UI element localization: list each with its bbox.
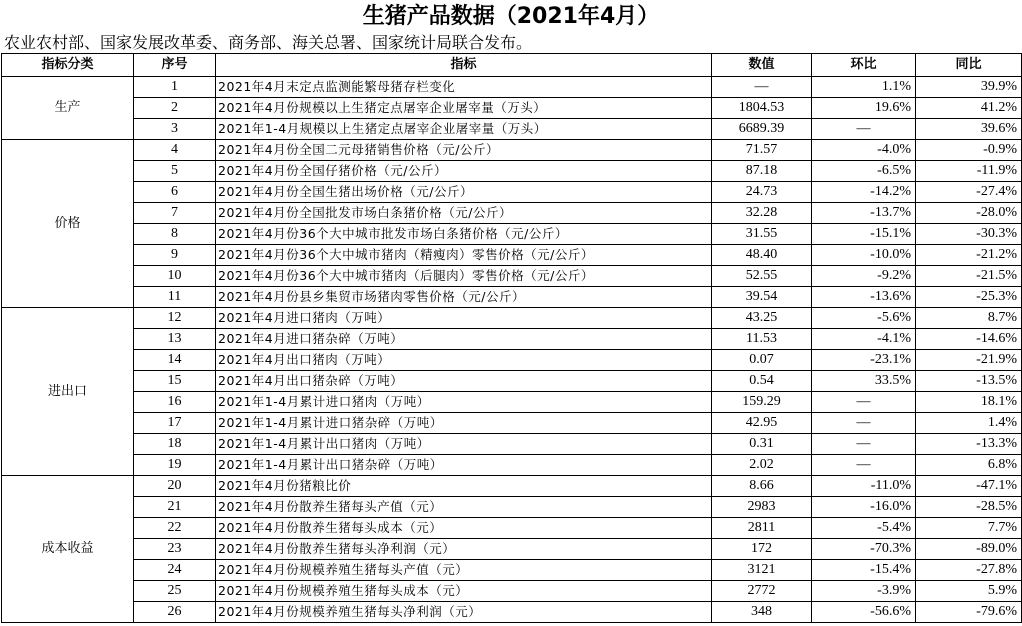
table-row — [2, 140, 1022, 161]
indicator-cell: 2021年1-4月累计出口猪肉（万吨） — [216, 434, 712, 455]
mom-cell: — — [812, 119, 916, 140]
mom-cell: -4.0% — [812, 140, 916, 161]
mom-cell: -5.6% — [812, 308, 916, 329]
seq-cell: 14 — [134, 350, 216, 371]
indicator-cell: 2021年4月份县乡集贸市场猪肉零售价格（元/公斤） — [216, 287, 712, 308]
seq-cell: 22 — [134, 518, 216, 539]
yoy-cell: 1.4% — [916, 413, 1022, 434]
indicator-cell: 2021年4月份规模养殖生猪每头成本（元） — [216, 581, 712, 602]
category-cell: 进出口 — [2, 308, 134, 476]
mom-cell: — — [812, 413, 916, 434]
indicator-cell: 2021年4月份36个大中城市批发市场白条猪价格（元/公斤） — [216, 224, 712, 245]
value-cell: 1804.53 — [712, 98, 812, 119]
indicator-cell: 2021年4月份全国生猪出场价格（元/公斤） — [216, 182, 712, 203]
indicator-cell: 2021年4月末定点监测能繁母猪存栏变化 — [216, 77, 712, 98]
mom-cell: -14.2% — [812, 182, 916, 203]
yoy-cell: -30.3% — [916, 224, 1022, 245]
seq-cell: 2 — [134, 98, 216, 119]
mom-cell: — — [812, 455, 916, 476]
yoy-cell: -25.3% — [916, 287, 1022, 308]
indicator-cell: 2021年4月份散养生猪每头净利润（元） — [216, 539, 712, 560]
indicator-cell: 2021年4月进口猪杂碎（万吨） — [216, 329, 712, 350]
indicator-cell: 2021年1-4月累计出口猪杂碎（万吨） — [216, 455, 712, 476]
table-row — [2, 224, 1022, 245]
seq-cell: 18 — [134, 434, 216, 455]
category-cell: 价格 — [2, 140, 134, 308]
value-cell: 348 — [712, 602, 812, 623]
yoy-cell: -47.1% — [916, 476, 1022, 497]
mom-cell: -4.1% — [812, 329, 916, 350]
yoy-cell: 18.1% — [916, 392, 1022, 413]
table-row — [2, 182, 1022, 203]
value-cell: 11.53 — [712, 329, 812, 350]
table-row — [2, 350, 1022, 371]
table-row — [2, 287, 1022, 308]
page-title: 生猪产品数据（2021年4月） — [362, 4, 660, 29]
value-cell: 42.95 — [712, 413, 812, 434]
value-cell: 39.54 — [712, 287, 812, 308]
yoy-cell: -13.5% — [916, 371, 1022, 392]
seq-cell: 6 — [134, 182, 216, 203]
table-row — [2, 413, 1022, 434]
yoy-cell: -21.5% — [916, 266, 1022, 287]
value-cell: — — [712, 77, 812, 98]
value-cell: 2772 — [712, 581, 812, 602]
indicator-cell: 2021年4月进口猪肉（万吨） — [216, 308, 712, 329]
indicator-cell: 2021年4月份36个大中城市猪肉（后腿肉）零售价格（元/公斤） — [216, 266, 712, 287]
table-row — [2, 518, 1022, 539]
mom-cell: 1.1% — [812, 77, 916, 98]
seq-cell: 25 — [134, 581, 216, 602]
value-cell: 8.66 — [712, 476, 812, 497]
table-row — [2, 539, 1022, 560]
table-row — [2, 497, 1022, 518]
seq-cell: 24 — [134, 560, 216, 581]
table-row — [2, 77, 1022, 98]
table-row — [2, 98, 1022, 119]
seq-cell: 8 — [134, 224, 216, 245]
seq-cell: 4 — [134, 140, 216, 161]
indicator-cell: 2021年1-4月规模以上生猪定点屠宰企业屠宰量（万头） — [216, 119, 712, 140]
indicator-cell: 2021年4月份全国批发市场白条猪价格（元/公斤） — [216, 203, 712, 224]
seq-cell: 16 — [134, 392, 216, 413]
mom-cell: — — [812, 392, 916, 413]
mom-cell: -9.2% — [812, 266, 916, 287]
mom-cell: -3.9% — [812, 581, 916, 602]
yoy-cell: -27.4% — [916, 182, 1022, 203]
mom-cell: -70.3% — [812, 539, 916, 560]
value-cell: 43.25 — [712, 308, 812, 329]
table-row — [2, 266, 1022, 287]
indicator-cell: 2021年4月份36个大中城市猪肉（精瘦肉）零售价格（元/公斤） — [216, 245, 712, 266]
indicator-cell: 2021年4月份规模养殖生猪每头净利润（元） — [216, 602, 712, 623]
table-row — [2, 161, 1022, 182]
seq-cell: 17 — [134, 413, 216, 434]
value-cell: 48.40 — [712, 245, 812, 266]
value-cell: 52.55 — [712, 266, 812, 287]
yoy-cell: 6.8% — [916, 455, 1022, 476]
seq-cell: 26 — [134, 602, 216, 623]
mom-cell: -13.7% — [812, 203, 916, 224]
mom-cell: -16.0% — [812, 497, 916, 518]
yoy-cell: -89.0% — [916, 539, 1022, 560]
mom-cell: -15.4% — [812, 560, 916, 581]
table-row — [2, 308, 1022, 329]
seq-cell: 7 — [134, 203, 216, 224]
mom-cell: -56.6% — [812, 602, 916, 623]
yoy-cell: 7.7% — [916, 518, 1022, 539]
yoy-cell: -21.9% — [916, 350, 1022, 371]
value-cell: 3121 — [712, 560, 812, 581]
table-row — [2, 203, 1022, 224]
value-cell: 0.31 — [712, 434, 812, 455]
yoy-cell: -13.3% — [916, 434, 1022, 455]
yoy-cell: -0.9% — [916, 140, 1022, 161]
indicator-cell: 2021年4月份规模以上生猪定点屠宰企业屠宰量（万头） — [216, 98, 712, 119]
yoy-cell: 39.9% — [916, 77, 1022, 98]
seq-cell: 19 — [134, 455, 216, 476]
table-row — [2, 245, 1022, 266]
category-cell: 成本收益 — [2, 476, 134, 623]
yoy-cell: -27.8% — [916, 560, 1022, 581]
indicator-cell: 2021年1-4月累计进口猪杂碎（万吨） — [216, 413, 712, 434]
data-table — [1, 53, 1022, 623]
header-category: 指标分类 — [2, 54, 134, 77]
table-row — [2, 392, 1022, 413]
mom-cell: -13.6% — [812, 287, 916, 308]
value-cell: 2811 — [712, 518, 812, 539]
header-seq: 序号 — [134, 54, 216, 77]
publisher-note: 农业农村部、国家发展改革委、商务部、海关总署、国家统计局联合发布。 — [4, 33, 533, 52]
seq-cell: 11 — [134, 287, 216, 308]
table-row — [2, 455, 1022, 476]
table-row — [2, 329, 1022, 350]
yoy-cell: 41.2% — [916, 98, 1022, 119]
seq-cell: 15 — [134, 371, 216, 392]
header-row — [2, 54, 1022, 77]
mom-cell: -6.5% — [812, 161, 916, 182]
value-cell: 0.54 — [712, 371, 812, 392]
yoy-cell: 39.6% — [916, 119, 1022, 140]
yoy-cell: 5.9% — [916, 581, 1022, 602]
value-cell: 32.28 — [712, 203, 812, 224]
indicator-cell: 2021年4月份猪粮比价 — [216, 476, 712, 497]
yoy-cell: -14.6% — [916, 329, 1022, 350]
header-yoy: 同比 — [916, 54, 1022, 77]
mom-cell: — — [812, 434, 916, 455]
header-indicator: 指标 — [216, 54, 712, 77]
seq-cell: 10 — [134, 266, 216, 287]
table-row — [2, 602, 1022, 623]
table-body — [2, 77, 1022, 623]
table-row — [2, 560, 1022, 581]
indicator-cell: 2021年4月份散养生猪每头成本（元） — [216, 518, 712, 539]
category-cell: 生产 — [2, 77, 134, 140]
seq-cell: 3 — [134, 119, 216, 140]
yoy-cell: -11.9% — [916, 161, 1022, 182]
mom-cell: -10.0% — [812, 245, 916, 266]
mom-cell: -5.4% — [812, 518, 916, 539]
yoy-cell: -28.5% — [916, 497, 1022, 518]
yoy-cell: -21.2% — [916, 245, 1022, 266]
indicator-cell: 2021年4月份规模养殖生猪每头产值（元） — [216, 560, 712, 581]
value-cell: 87.18 — [712, 161, 812, 182]
value-cell: 2.02 — [712, 455, 812, 476]
value-cell: 24.73 — [712, 182, 812, 203]
indicator-cell: 2021年4月出口猪肉（万吨） — [216, 350, 712, 371]
indicator-cell: 2021年4月出口猪杂碎（万吨） — [216, 371, 712, 392]
value-cell: 172 — [712, 539, 812, 560]
seq-cell: 13 — [134, 329, 216, 350]
seq-cell: 9 — [134, 245, 216, 266]
value-cell: 31.55 — [712, 224, 812, 245]
mom-cell: -15.1% — [812, 224, 916, 245]
yoy-cell: -79.6% — [916, 602, 1022, 623]
indicator-cell: 2021年4月份全国二元母猪销售价格（元/公斤） — [216, 140, 712, 161]
seq-cell: 1 — [134, 77, 216, 98]
value-cell: 6689.39 — [712, 119, 812, 140]
seq-cell: 21 — [134, 497, 216, 518]
indicator-cell: 2021年4月份散养生猪每头产值（元） — [216, 497, 712, 518]
yoy-cell: 8.7% — [916, 308, 1022, 329]
mom-cell: -23.1% — [812, 350, 916, 371]
mom-cell: 19.6% — [812, 98, 916, 119]
value-cell: 2983 — [712, 497, 812, 518]
mom-cell: 33.5% — [812, 371, 916, 392]
yoy-cell: -28.0% — [916, 203, 1022, 224]
seq-cell: 5 — [134, 161, 216, 182]
table-row — [2, 581, 1022, 602]
value-cell: 71.57 — [712, 140, 812, 161]
table-row — [2, 371, 1022, 392]
value-cell: 0.07 — [712, 350, 812, 371]
indicator-cell: 2021年4月份全国仔猪价格（元/公斤） — [216, 161, 712, 182]
header-value: 数值 — [712, 54, 812, 77]
seq-cell: 20 — [134, 476, 216, 497]
seq-cell: 23 — [134, 539, 216, 560]
value-cell: 159.29 — [712, 392, 812, 413]
seq-cell: 12 — [134, 308, 216, 329]
table-row — [2, 434, 1022, 455]
indicator-cell: 2021年1-4月累计进口猪肉（万吨） — [216, 392, 712, 413]
mom-cell: -11.0% — [812, 476, 916, 497]
table-row — [2, 476, 1022, 497]
header-mom: 环比 — [812, 54, 916, 77]
table-row — [2, 119, 1022, 140]
